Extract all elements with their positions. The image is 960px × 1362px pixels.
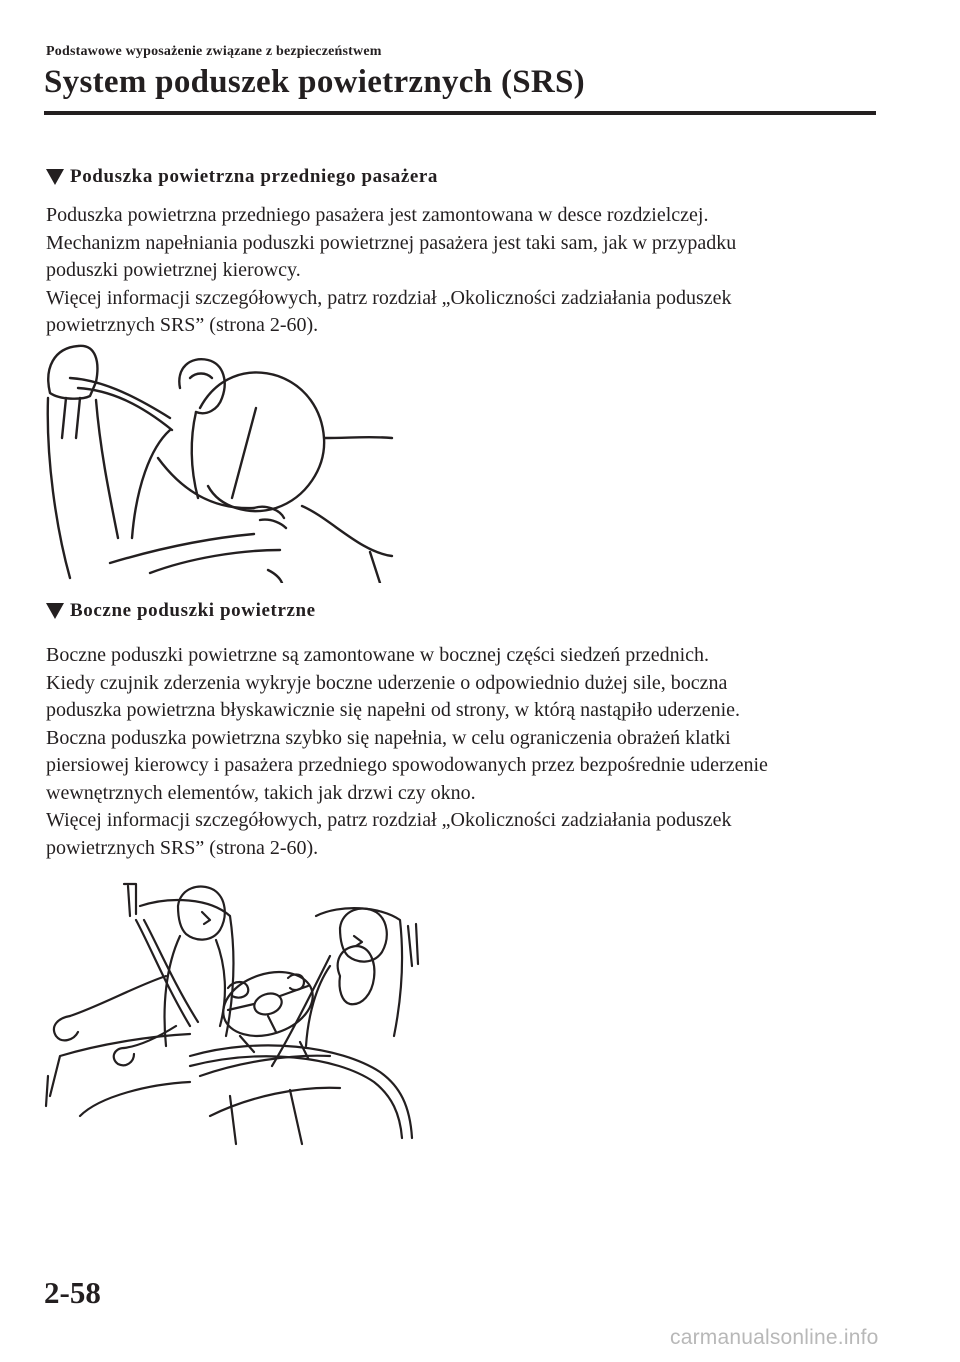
section-heading-text: Boczne poduszki powietrzne (70, 600, 316, 621)
section2-paragraph (46, 642, 866, 862)
text-line: Mechanizm napełniania poduszki powietrznej pasażera jest taki sam, jak w przypadku (46, 231, 737, 254)
text-line: powietrznych SRS” (strona 2-60). (46, 314, 319, 336)
triangle-down-icon (46, 169, 64, 185)
text-line: poduszka powietrzna błyskawicznie się napełni od strony, w którą nastąpiło uderzenie. (46, 699, 741, 721)
text-line: powietrznych SRS” (strona 2-60). (46, 836, 319, 859)
text-line: poduszki powietrznej kierowcy. (46, 259, 301, 281)
text-line: Poduszka powietrzna przedniego pasażera jest zamontowana w desce rozdzielczej. (46, 204, 709, 226)
text-line: Boczna poduszka powietrzna szybko się napełnia, w celu ograniczenia obrażeń klatki (46, 726, 731, 749)
header-category: Podstawowe wyposażenie związane z bezpieczeństwem (46, 44, 382, 59)
text-line: Kiedy czujnik zderzenia wykryje boczne uderzenie o odpowiednio dużej sile, boczna (46, 671, 728, 694)
section-heading-passenger-airbag (46, 166, 438, 188)
passenger-airbag-illustration (40, 338, 400, 583)
triangle-down-icon (46, 603, 64, 619)
watermark: carmanualsonline.info (670, 1326, 879, 1349)
text-line: wewnętrznych elementów, takich jak drzwi czy okno. (46, 781, 476, 804)
text-line: Więcej informacji szczegółowych, patrz rozdział „Okoliczności zadziałania poduszek (46, 809, 732, 831)
text-line: piersiowej kierowcy i pasażera przedniego spowodowanych przez bezpośrednie uderzenie (46, 754, 768, 776)
text-line: Więcej informacji szczegółowych, patrz rozdział „Okoliczności zadziałania poduszek (46, 286, 732, 309)
text-line: Boczne poduszki powietrzne są zamontowane w bocznej części siedzeń przednich. (46, 644, 710, 666)
page-number: 2-58 (44, 1275, 101, 1310)
section1-paragraph (46, 202, 866, 340)
page-title: System poduszek powietrznych (SRS) (44, 64, 585, 100)
section-heading-side-airbags (46, 600, 316, 622)
section-heading-text: Poduszka powietrzna przedniego pasażera (70, 166, 439, 187)
header-divider (44, 111, 876, 115)
side-airbags-illustration (40, 876, 420, 1151)
